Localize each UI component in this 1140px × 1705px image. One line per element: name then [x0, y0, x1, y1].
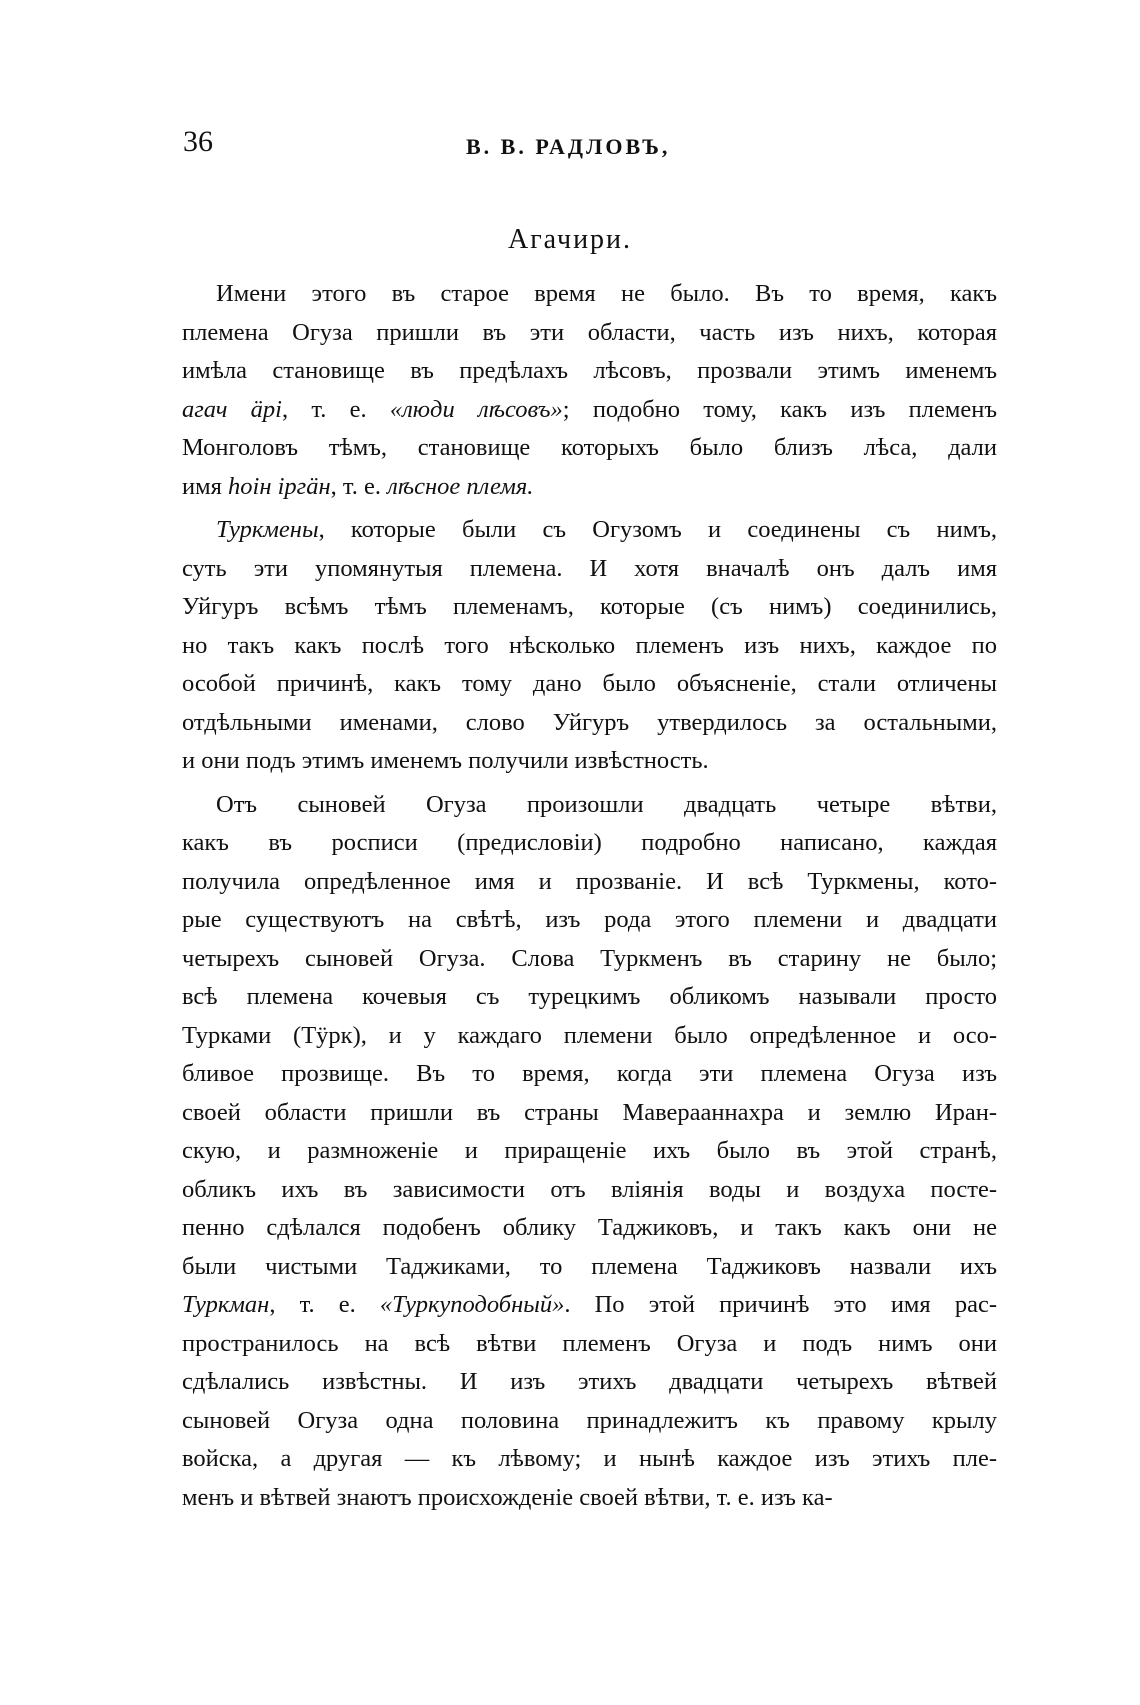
text-segment: Турками (Тӱрк), и у каждаго племени было опредѣленное и осо-: [182, 1021, 997, 1049]
text-segment: имя: [182, 472, 229, 500]
text-segment: ; подобно тому, какъ изъ племенъ: [562, 395, 997, 423]
italic-text: «люди лѣсовъ»: [389, 395, 563, 423]
text-segment: какъ въ росписи (предисловіи) подробно написано, каждая: [182, 829, 997, 856]
text-line: [182, 429, 997, 468]
paragraph: [182, 511, 997, 781]
text-segment: бливое прозвище. Въ то время, когда эти племена Огуза изъ: [182, 1060, 997, 1087]
text-line: [182, 1132, 997, 1171]
text-segment: особой причинѣ, какъ тому дано было объясненіе, стали отличены: [182, 670, 997, 697]
text-segment: сдѣлались извѣстны. И изъ этихъ двадцати четырехъ вѣтвей: [182, 1368, 997, 1395]
text-segment: войска, а другая — къ лѣвому; и нынѣ каждое изъ этихъ пле-: [182, 1445, 997, 1472]
text-line: [182, 1325, 997, 1364]
text-line: [182, 1171, 997, 1210]
text-segment: отдѣльными именами, слово Уйгуръ утвердилось за остальными,: [182, 708, 997, 736]
body-text: [182, 275, 997, 1522]
text-segment: , т. е.: [269, 1291, 380, 1318]
paragraph: [182, 786, 997, 1518]
text-line: [182, 352, 997, 391]
text-segment: всѣ племена кочевыя съ турецкимъ обликомъ называли просто: [182, 983, 997, 1010]
italic-text: Туркмены: [216, 516, 319, 543]
text-line: [182, 1402, 997, 1441]
paragraph: [182, 275, 997, 506]
text-line: [182, 1363, 997, 1402]
text-line: [182, 940, 997, 979]
text-line: [182, 665, 997, 704]
text-segment: . По этой причинѣ это имя рас-: [564, 1291, 997, 1318]
text-line: [182, 1017, 997, 1056]
text-segment: получила опредѣленное имя и прозваніе. И всѣ Туркмены, кото-: [182, 867, 997, 895]
page-number: 36: [183, 125, 213, 158]
text-segment: Отъ сыновей Огуза произошли двадцать четыре вѣтви,: [216, 790, 997, 818]
text-segment: обликъ ихъ въ зависимости отъ вліянія воды и воздуха посте-: [182, 1175, 997, 1203]
italic-text: лѣсное племя.: [387, 472, 534, 500]
text-segment: Уйгуръ всѣмъ тѣмъ племенамъ, которые (съ нимъ) соединились,: [182, 593, 997, 620]
text-line: [182, 1094, 997, 1133]
text-line: [182, 1209, 997, 1248]
text-line: [182, 742, 997, 781]
text-line: [182, 704, 997, 743]
text-line: [182, 275, 997, 314]
text-segment: пространилось на всѣ вѣтви племенъ Огуза и подъ нимъ они: [182, 1329, 997, 1357]
text-line: [182, 1286, 997, 1325]
text-segment: имѣла становище въ предѣлахъ лѣсовъ, прозвали этимъ именемъ: [182, 357, 997, 384]
text-line: [182, 588, 997, 627]
text-line: [182, 550, 997, 589]
text-line: [182, 824, 997, 863]
running-head: В. В. РАДЛОВЪ,: [466, 134, 671, 159]
text-segment: рые существуютъ на свѣтѣ, изъ рода этого племени и двадцати: [182, 906, 997, 933]
text-segment: своей области пришли въ страны Маверааннахра и землю Иран-: [182, 1098, 997, 1126]
text-segment: , которые были съ Огузомъ и соединены съ нимъ,: [318, 516, 997, 543]
text-segment: суть эти упомянутыя племена. И хотя вначалѣ онъ далъ имя: [182, 554, 997, 582]
text-segment: скую, и размноженіе и приращеніе ихъ было въ этой странѣ,: [182, 1137, 997, 1164]
text-segment: , т. е.: [330, 472, 388, 500]
text-line: [182, 1055, 997, 1094]
text-line: [182, 1479, 997, 1518]
text-segment: племена Огуза пришли въ эти области, часть изъ нихъ, которая: [182, 318, 997, 346]
text-line: [182, 627, 997, 666]
text-segment: четырехъ сыновей Огуза. Слова Туркменъ въ старину не было;: [182, 944, 997, 972]
text-line: [182, 863, 997, 902]
text-segment: но такъ какъ послѣ того нѣсколько племенъ изъ нихъ, каждое по: [182, 631, 997, 659]
italic-text: агач äрі: [182, 395, 282, 423]
text-segment: сыновей Огуза одна половина принадлежитъ къ правому крылу: [182, 1406, 997, 1434]
text-segment: Монголовъ тѣмъ, становище которыхъ было близъ лѣса, дали: [182, 434, 997, 461]
text-line: [182, 468, 997, 507]
text-line: [182, 391, 997, 430]
text-line: [182, 901, 997, 940]
section-title: Агачири.: [507, 224, 633, 255]
text-line: [182, 314, 997, 353]
text-segment: , т. е.: [281, 395, 390, 423]
text-line: [182, 786, 997, 825]
italic-text: Туркман: [182, 1291, 270, 1318]
text-segment: были чистыми Таджиками, то племена Таджиковъ назвали ихъ: [182, 1252, 997, 1280]
text-segment: менъ и вѣтвей знаютъ происхожденіе своей вѣтви, т. е. изъ ка-: [182, 1483, 833, 1511]
text-segment: пенно сдѣлался подобенъ облику Таджиковъ, и такъ какъ они не: [182, 1214, 997, 1241]
text-line: [182, 1248, 997, 1287]
italic-text: «Туркуподобный»: [379, 1291, 565, 1318]
text-segment: и они подъ этимъ именемъ получили извѣстность.: [182, 747, 709, 774]
italic-text: hoiн iргäн: [228, 472, 331, 500]
text-segment: Имени этого въ старое время не было. Въ то время, какъ: [216, 280, 997, 307]
text-line: [182, 1440, 997, 1479]
text-line: [182, 511, 997, 550]
text-line: [182, 978, 997, 1017]
